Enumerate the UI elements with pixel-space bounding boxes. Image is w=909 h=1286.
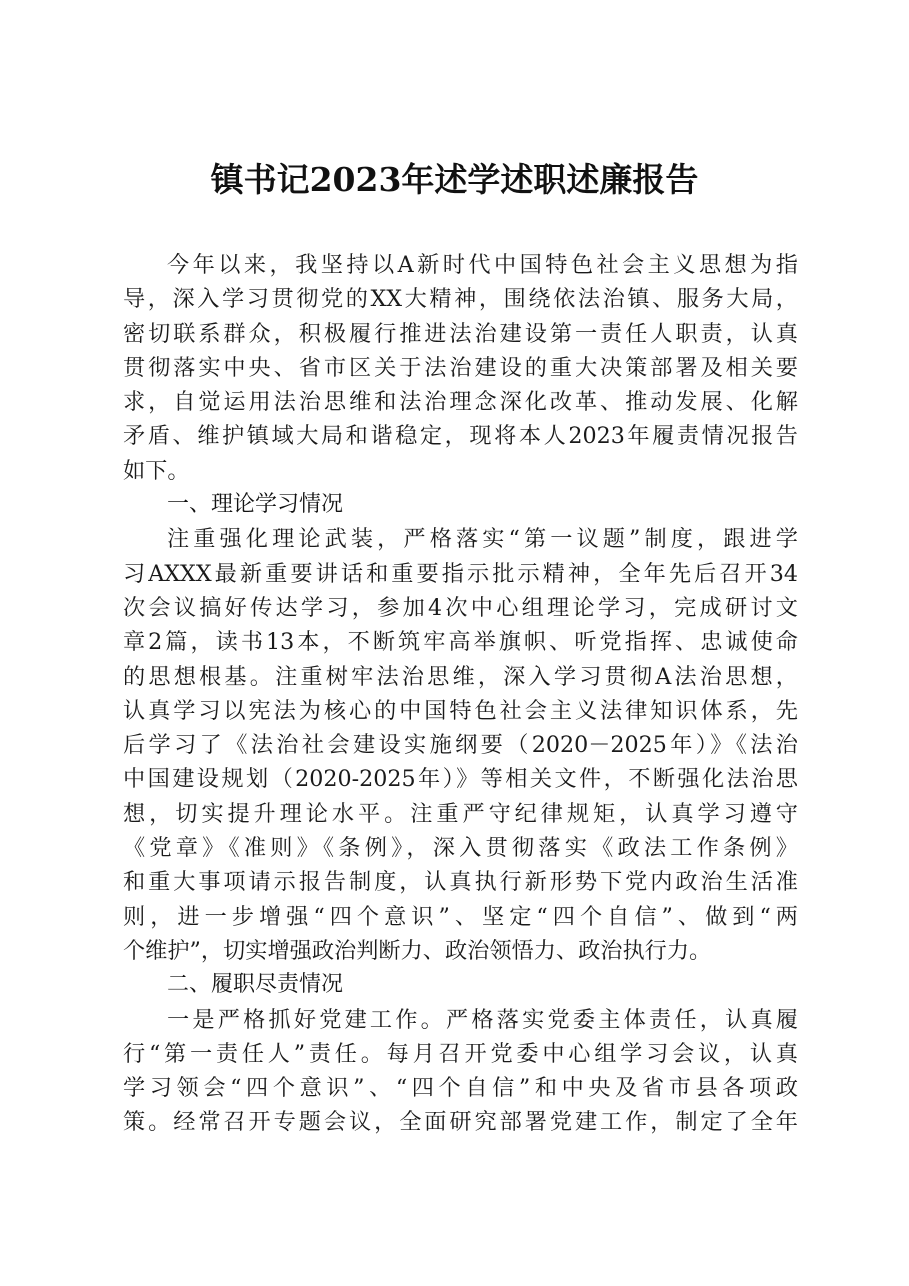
document-title: 镇书记2023年述学述职述廉报告 [210,160,699,199]
section-heading: 一、理论学习情况 [167,492,344,518]
paragraph-line: 矛盾、维护镇域大局和谐稳定，现将本人2023年履责情况报告 [123,423,798,450]
paragraph-line: 今年以来，我坚持以A新时代中国特色社会主义思想为指 [167,252,798,278]
paragraph-line: 导，深入学习贯彻党的XX大精神，围绕依法治镇、服务大局， [123,286,798,313]
paragraph-line: 贯彻落实中央、省市区关于法治建设的重大决策部署及相关要 [123,354,798,381]
paragraph-line: 一是严格抓好党建工作。严格落实党委主体责任，认真履 [167,1006,798,1033]
paragraph-line: 则，进一步增强“四个意识”、坚定“四个自信”、做到“两 [123,903,798,930]
paragraph-line: 策。经常召开专题会议，全面研究部署党建工作，制定了全年 [123,1109,798,1136]
paragraph-line: 的思想根基。注重树牢法治思维，深入学习贯彻A法治思想， [123,663,798,690]
paragraph-line: 学习领会“四个意识”、“四个自信”和中央及省市县各项政 [123,1075,798,1102]
paragraph-line: 次会议搞好传达学习，参加4次中心组理论学习，完成研讨文 [123,594,798,621]
paragraph-line: 章2篇，读书13本，不断筑牢高举旗帜、听党指挥、忠诚使命 [123,629,798,656]
section-heading: 二、履职尽责情况 [167,972,344,998]
paragraph-line: 想，切实提升理论水平。注重严守纪律规矩，认真学习遵守 [123,800,798,827]
paragraph-line: 中国建设规划（2020-2025年）》等相关文件，不断强化法治思 [123,766,798,793]
paragraph-line: 个维护”，切实增强政治判断力、政治领悟力、政治执行力。 [123,937,712,964]
paragraph-line: 和重大事项请示报告制度，认真执行新形势下党内政治生活准 [123,869,798,896]
paragraph-line: 如下。 [123,457,190,484]
paragraph-line: 认真学习以宪法为核心的中国特色社会主义法律知识体系，先 [123,697,798,724]
paragraph-line: 密切联系群众，积极履行推进法治建设第一责任人职责，认真 [123,320,798,347]
document-body [123,248,798,1140]
paragraph-line: 《党章》《准则》《条例》，深入贯彻落实《政法工作条例》 [123,835,798,862]
paragraph-line: 后学习了《法治社会建设实施纲要（2020－2025年）》《法治 [123,732,798,759]
paragraph-line: 行“第一责任人”责任。每月召开党委中心组学习会议，认真 [123,1040,798,1067]
paragraph-line: 注重强化理论武装，严格落实“第一议题”制度，跟进学 [167,526,798,553]
paragraph-line: 习AXXX最新重要讲话和重要指示批示精神，全年先后召开34 [123,560,798,587]
paragraph-line: 求，自觉运用法治思维和法治理念深化改革、推动发展、化解 [123,389,798,416]
